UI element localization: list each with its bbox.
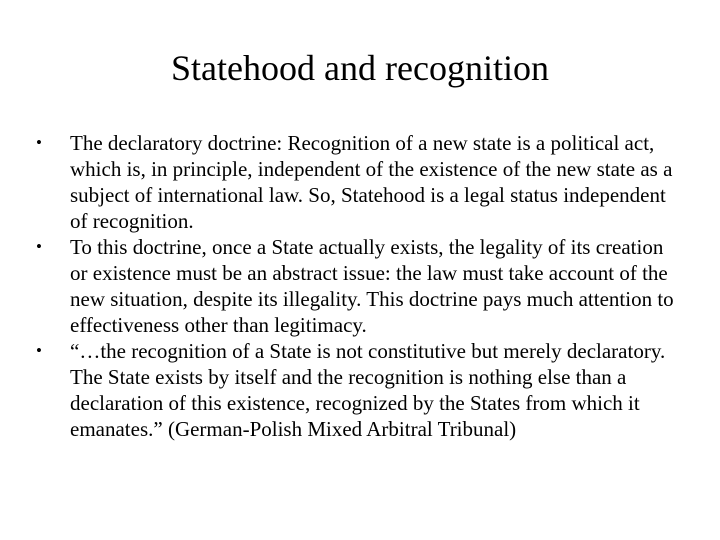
bullet-item-effectiveness (0, 234, 680, 338)
bullet-dot-icon: • (36, 237, 42, 256)
bullet-text: The declaratory doctrine: Recognition of a new state is a political act, which is, in principle, independent of the existence of the new state as a subject of international law. So, Statehood is a legal status independent of recognition. (70, 131, 673, 233)
bullet-text: To this doctrine, once a State actually exists, the legality of its creation or existence must be an abstract issue: the law must take account of the new situation, despite its illegality. This doctrine pays much attention to effectiveness other than legitimacy. (70, 235, 674, 337)
bullet-list (0, 130, 720, 442)
bullet-item-declaratory-doctrine (0, 130, 680, 234)
bullet-dot-icon: • (36, 133, 42, 152)
bullet-text: “…the recognition of a State is not constitutive but merely declaratory. The State exists by itself and the recognition is nothing else than a declaration of this existence, recognized by the States from which it emanates.” (German-Polish Mixed Arbitral Tribunal) (70, 339, 666, 441)
slide-title: Statehood and recognition (171, 48, 549, 88)
bullet-dot-icon: • (36, 341, 42, 360)
bullet-item-tribunal-quote (0, 338, 680, 442)
